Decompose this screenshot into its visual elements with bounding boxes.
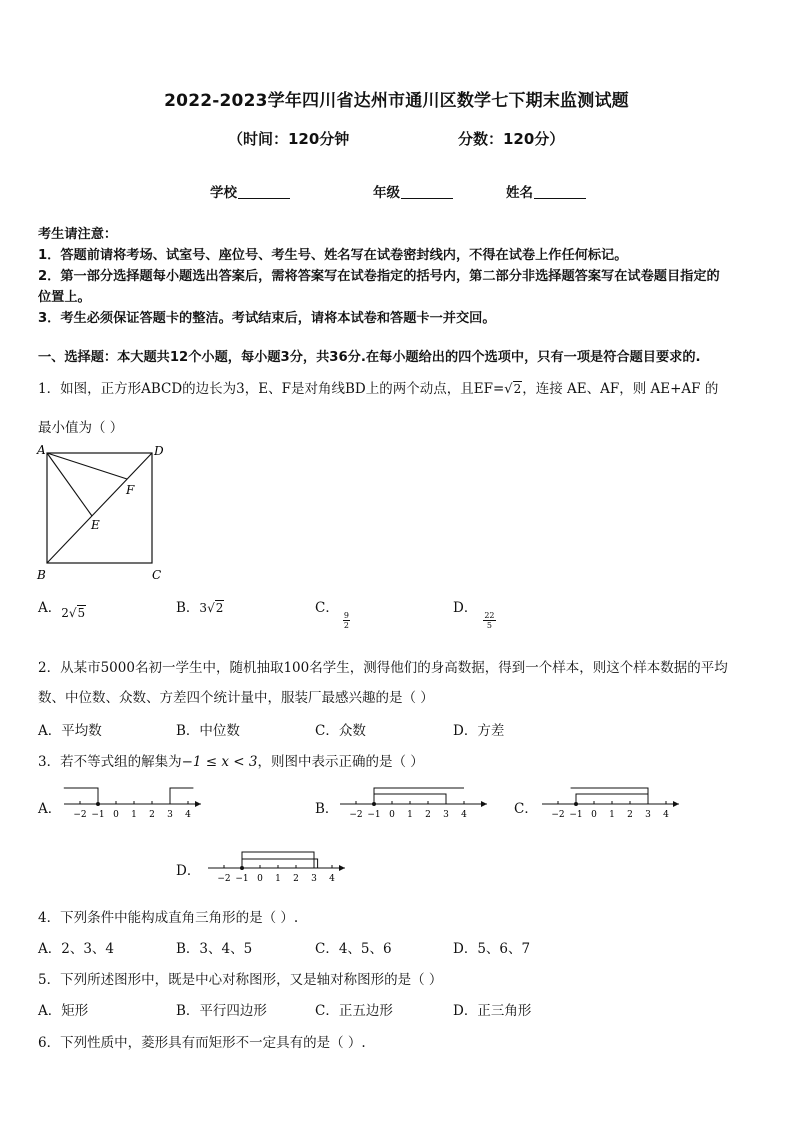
tick-label: 0 — [257, 874, 263, 884]
axis-arrow — [673, 801, 679, 807]
solution-bracket — [170, 788, 193, 804]
endpoint-dot — [240, 866, 244, 870]
tick-label: 0 — [591, 810, 597, 820]
axis-arrow — [339, 865, 345, 871]
tick-label: −1 — [91, 810, 105, 820]
axis-arrow — [481, 801, 487, 807]
endpoint-dot — [96, 802, 100, 806]
tick-label: 2 — [425, 810, 431, 820]
notice-line-3: 3．考生必须保证答题卡的整洁。考试结束后，请将本试卷和答题卡一并交回。 — [38, 311, 496, 326]
label-e: E — [91, 518, 100, 532]
question-1-text: 1．如图，正方形ABCD的边长为3，E、F是对角线BD上的两个动点，且EF=√2，连接 AE、AF，则 AE+AF 的 — [38, 381, 719, 397]
notice-heading: 考生请注意： — [38, 227, 118, 242]
tick-label: 4 — [185, 810, 191, 820]
q3-numberline-a — [60, 782, 210, 822]
q3-option-d-label[interactable]: D． — [176, 863, 201, 879]
tick-label: 0 — [113, 810, 119, 820]
solution-bracket — [242, 859, 318, 868]
q5-option-d[interactable]: D．正三角形 — [453, 1003, 532, 1019]
tick-label: 2 — [627, 810, 633, 820]
q1-option-b[interactable]: B．3√2 — [176, 600, 224, 616]
q5-option-c[interactable]: C．正五边形 — [315, 1003, 393, 1019]
q2-option-a[interactable]: A．平均数 — [38, 723, 102, 739]
question-1-text-cont: 最小值为（ ） — [38, 420, 124, 436]
tick-label: 3 — [645, 810, 651, 820]
tick-label: −1 — [569, 810, 583, 820]
tick-label: −1 — [235, 874, 249, 884]
page-title: 2022-2023学年四川省达州市通川区数学七下期末监测试题 — [164, 91, 629, 111]
tick-label: 4 — [663, 810, 669, 820]
question-2-text: 2．从某市5000名初一学生中，随机抽取100名学生，测得他们的身高数据，得到一个样本，则这个样本数据的平均 — [38, 660, 728, 676]
section-heading: 一、选择题：本大题共12个小题，每小题3分，共36分.在每小题给出的四个选项中，只有一项是符合题目要求的. — [38, 350, 701, 365]
solution-bracket — [64, 788, 98, 804]
question-6-text: 6．下列性质中，菱形具有而矩形不一定具有的是（ ）. — [38, 1035, 366, 1051]
q4-option-c[interactable]: C．4、5、6 — [315, 941, 392, 957]
tick-label: −2 — [217, 874, 231, 884]
notice-line-1: 1．答题前请将考场、试室号、座位号、考生号、姓名写在试卷密封线内，不得在试卷上作任何标记。 — [38, 248, 628, 263]
q3-numberline-c — [538, 782, 688, 822]
label-a: A — [37, 443, 46, 457]
tick-label: 3 — [311, 874, 317, 884]
question-4-text: 4．下列条件中能构成直角三角形的是（ ）. — [38, 910, 299, 926]
tick-label: 1 — [609, 810, 615, 820]
q2-option-b[interactable]: B．中位数 — [176, 723, 240, 739]
tick-label: 3 — [443, 810, 449, 820]
q4-option-d[interactable]: D．5、6、7 — [453, 941, 531, 957]
q2-option-c[interactable]: C．众数 — [315, 723, 366, 739]
axis-arrow — [195, 801, 201, 807]
tick-label: 1 — [131, 810, 137, 820]
square-figure — [34, 440, 174, 585]
q3-option-a-label[interactable]: A． — [38, 801, 62, 817]
notice-line-2b: 位置上。 — [38, 290, 91, 305]
segment-af — [47, 453, 127, 479]
q1-option-c[interactable]: C． $\frac{9}{2}$ — [315, 600, 349, 630]
school-field: 学校 — [210, 181, 290, 201]
tick-label: 4 — [329, 874, 335, 884]
q1-option-d[interactable]: D． $\frac{22}{5}$ — [453, 600, 495, 630]
tick-label: 4 — [461, 810, 467, 820]
tick-label: 0 — [389, 810, 395, 820]
q2-option-d[interactable]: D．方差 — [453, 723, 505, 739]
q3-numberline-d — [204, 846, 354, 886]
name-field: 姓名 — [506, 181, 586, 201]
notice-line-2a: 2．第一部分选择题每小题选出答案后，需将答案写在试卷指定的括号内，第二部分非选择题答案写在试卷题目指定的 — [38, 269, 720, 284]
endpoint-dot — [574, 802, 578, 806]
q3-option-c-label[interactable]: C． — [514, 801, 538, 817]
tick-label: 2 — [293, 874, 299, 884]
time-label: （时间：120分钟 — [228, 130, 350, 148]
q5-option-a[interactable]: A．矩形 — [38, 1003, 89, 1019]
label-d: D — [154, 444, 164, 458]
tick-label: −1 — [367, 810, 381, 820]
grade-field: 年级 — [373, 181, 453, 201]
tick-label: 1 — [407, 810, 413, 820]
question-2-text-cont: 数、中位数、众数、方差四个统计量中，服装厂最感兴趣的是（ ） — [38, 690, 434, 706]
label-c: C — [152, 568, 162, 582]
solution-bracket — [571, 788, 648, 804]
label-f: F — [126, 483, 135, 497]
q3-numberline-b — [336, 782, 496, 822]
q1-option-a[interactable]: A．2√5 — [38, 600, 86, 620]
q3-option-b-label[interactable]: B． — [315, 801, 339, 817]
q4-option-a[interactable]: A．2、3、4 — [38, 941, 115, 957]
segment-ae — [47, 453, 92, 516]
q5-option-b[interactable]: B．平行四边形 — [176, 1003, 267, 1019]
tick-label: 2 — [149, 810, 155, 820]
tick-label: 3 — [167, 810, 173, 820]
tick-label: −2 — [73, 810, 87, 820]
score-label: 分数：120分） — [458, 130, 565, 148]
question-5-text: 5．下列所述图形中，既是中心对称图形，又是轴对称图形的是（ ） — [38, 972, 443, 988]
solution-bracket — [374, 788, 464, 804]
tick-label: −2 — [551, 810, 565, 820]
question-3-text: 3．若不等式组的解集为−1 ≤ x < 3，则图中表示正确的是（ ） — [38, 754, 424, 770]
q4-option-b[interactable]: B．3、4、5 — [176, 941, 253, 957]
tick-label: 1 — [275, 874, 281, 884]
tick-label: −2 — [349, 810, 363, 820]
label-b: B — [37, 568, 46, 582]
